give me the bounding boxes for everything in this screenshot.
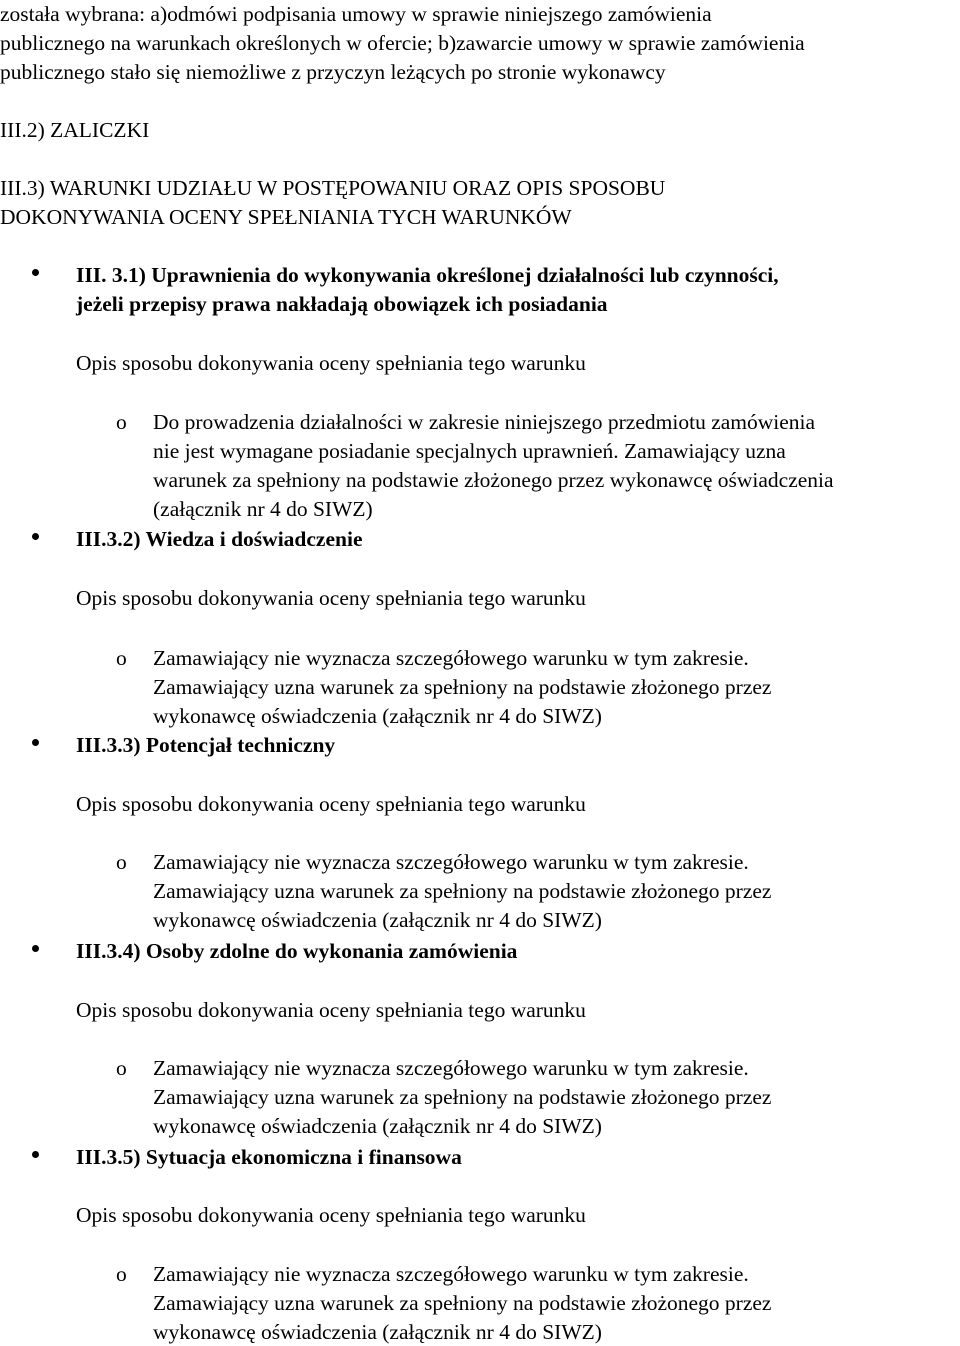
- item-heading: III.3.4) Osoby zdolne do wykonania zamówienia: [76, 939, 518, 963]
- item-heading: jeżeli przepisy prawa nakładają obowiązek ich posiadania: [76, 292, 608, 316]
- bullet-icon: [32, 739, 39, 746]
- bullet-icon: [32, 269, 39, 276]
- intro-line: została wybrana: a)odmówi podpisania umowy w sprawie niniejszego zamówienia: [0, 2, 712, 26]
- bullet-icon: [32, 1151, 39, 1158]
- item-text: wykonawcę oświadczenia (załącznik nr 4 do SIWZ): [153, 1320, 602, 1344]
- item-text: Zamawiający uzna warunek za spełniony na podstawie złożonego przez: [153, 1291, 772, 1315]
- circle-bullet-icon: o: [116, 646, 127, 670]
- item-text: wykonawcę oświadczenia (załącznik nr 4 do SIWZ): [153, 908, 602, 932]
- item-text: wykonawcę oświadczenia (załącznik nr 4 do SIWZ): [153, 1114, 602, 1138]
- item-text: Zamawiający uzna warunek za spełniony na podstawie złożonego przez: [153, 675, 772, 699]
- method-label: Opis sposobu dokonywania oceny spełniania tego warunku: [76, 998, 586, 1022]
- circle-bullet-icon: o: [116, 850, 127, 874]
- method-label: Opis sposobu dokonywania oceny spełniania tego warunku: [76, 351, 586, 375]
- circle-bullet-icon: o: [116, 1056, 127, 1080]
- item-text: nie jest wymagane posiadanie specjalnych uprawnień. Zamawiający uzna: [153, 439, 786, 463]
- item-text: Zamawiający nie wyznacza szczegółowego warunku w tym zakresie.: [153, 1262, 749, 1286]
- item-heading: III.3.2) Wiedza i doświadczenie: [76, 527, 363, 551]
- section-heading-iii2: III.2) ZALICZKI: [0, 118, 150, 142]
- item-text: Do prowadzenia działalności w zakresie niniejszego przedmiotu zamówienia: [153, 410, 816, 434]
- item-text: Zamawiający nie wyznacza szczegółowego warunku w tym zakresie.: [153, 850, 749, 874]
- bullet-icon: [32, 945, 39, 952]
- method-label: Opis sposobu dokonywania oceny spełniania tego warunku: [76, 586, 586, 610]
- item-text: Zamawiający uzna warunek za spełniony na podstawie złożonego przez: [153, 1085, 772, 1109]
- item-heading: III. 3.1) Uprawnienia do wykonywania określonej działalności lub czynności,: [76, 263, 779, 287]
- item-heading: III.3.5) Sytuacja ekonomiczna i finansowa: [76, 1145, 462, 1169]
- intro-line: publicznego na warunkach określonych w ofercie; b)zawarcie umowy w sprawie zamówienia: [0, 31, 805, 55]
- item-text: Zamawiający nie wyznacza szczegółowego warunku w tym zakresie.: [153, 1056, 749, 1080]
- bullet-icon: [32, 533, 39, 540]
- intro-line: publicznego stało się niemożliwe z przyczyn leżących po stronie wykonawcy: [0, 60, 666, 84]
- method-label: Opis sposobu dokonywania oceny spełniania tego warunku: [76, 792, 586, 816]
- section-heading-iii3: DOKONYWANIA OCENY SPEŁNIANIA TYCH WARUNKÓW: [0, 205, 572, 229]
- method-label: Opis sposobu dokonywania oceny spełniania tego warunku: [76, 1203, 586, 1227]
- item-text: Zamawiający uzna warunek za spełniony na podstawie złożonego przez: [153, 879, 772, 903]
- circle-bullet-icon: o: [116, 410, 127, 434]
- item-heading: III.3.3) Potencjał techniczny: [76, 733, 336, 757]
- item-text: Zamawiający nie wyznacza szczegółowego warunku w tym zakresie.: [153, 646, 749, 670]
- section-heading-iii3: III.3) WARUNKI UDZIAŁU W POSTĘPOWANIU ORAZ OPIS SPOSOBU: [0, 176, 666, 200]
- item-text: warunek za spełniony na podstawie złożonego przez wykonawcę oświadczenia: [153, 468, 834, 492]
- circle-bullet-icon: o: [116, 1262, 127, 1286]
- item-text: (załącznik nr 4 do SIWZ): [153, 497, 373, 521]
- item-text: wykonawcę oświadczenia (załącznik nr 4 do SIWZ): [153, 704, 602, 728]
